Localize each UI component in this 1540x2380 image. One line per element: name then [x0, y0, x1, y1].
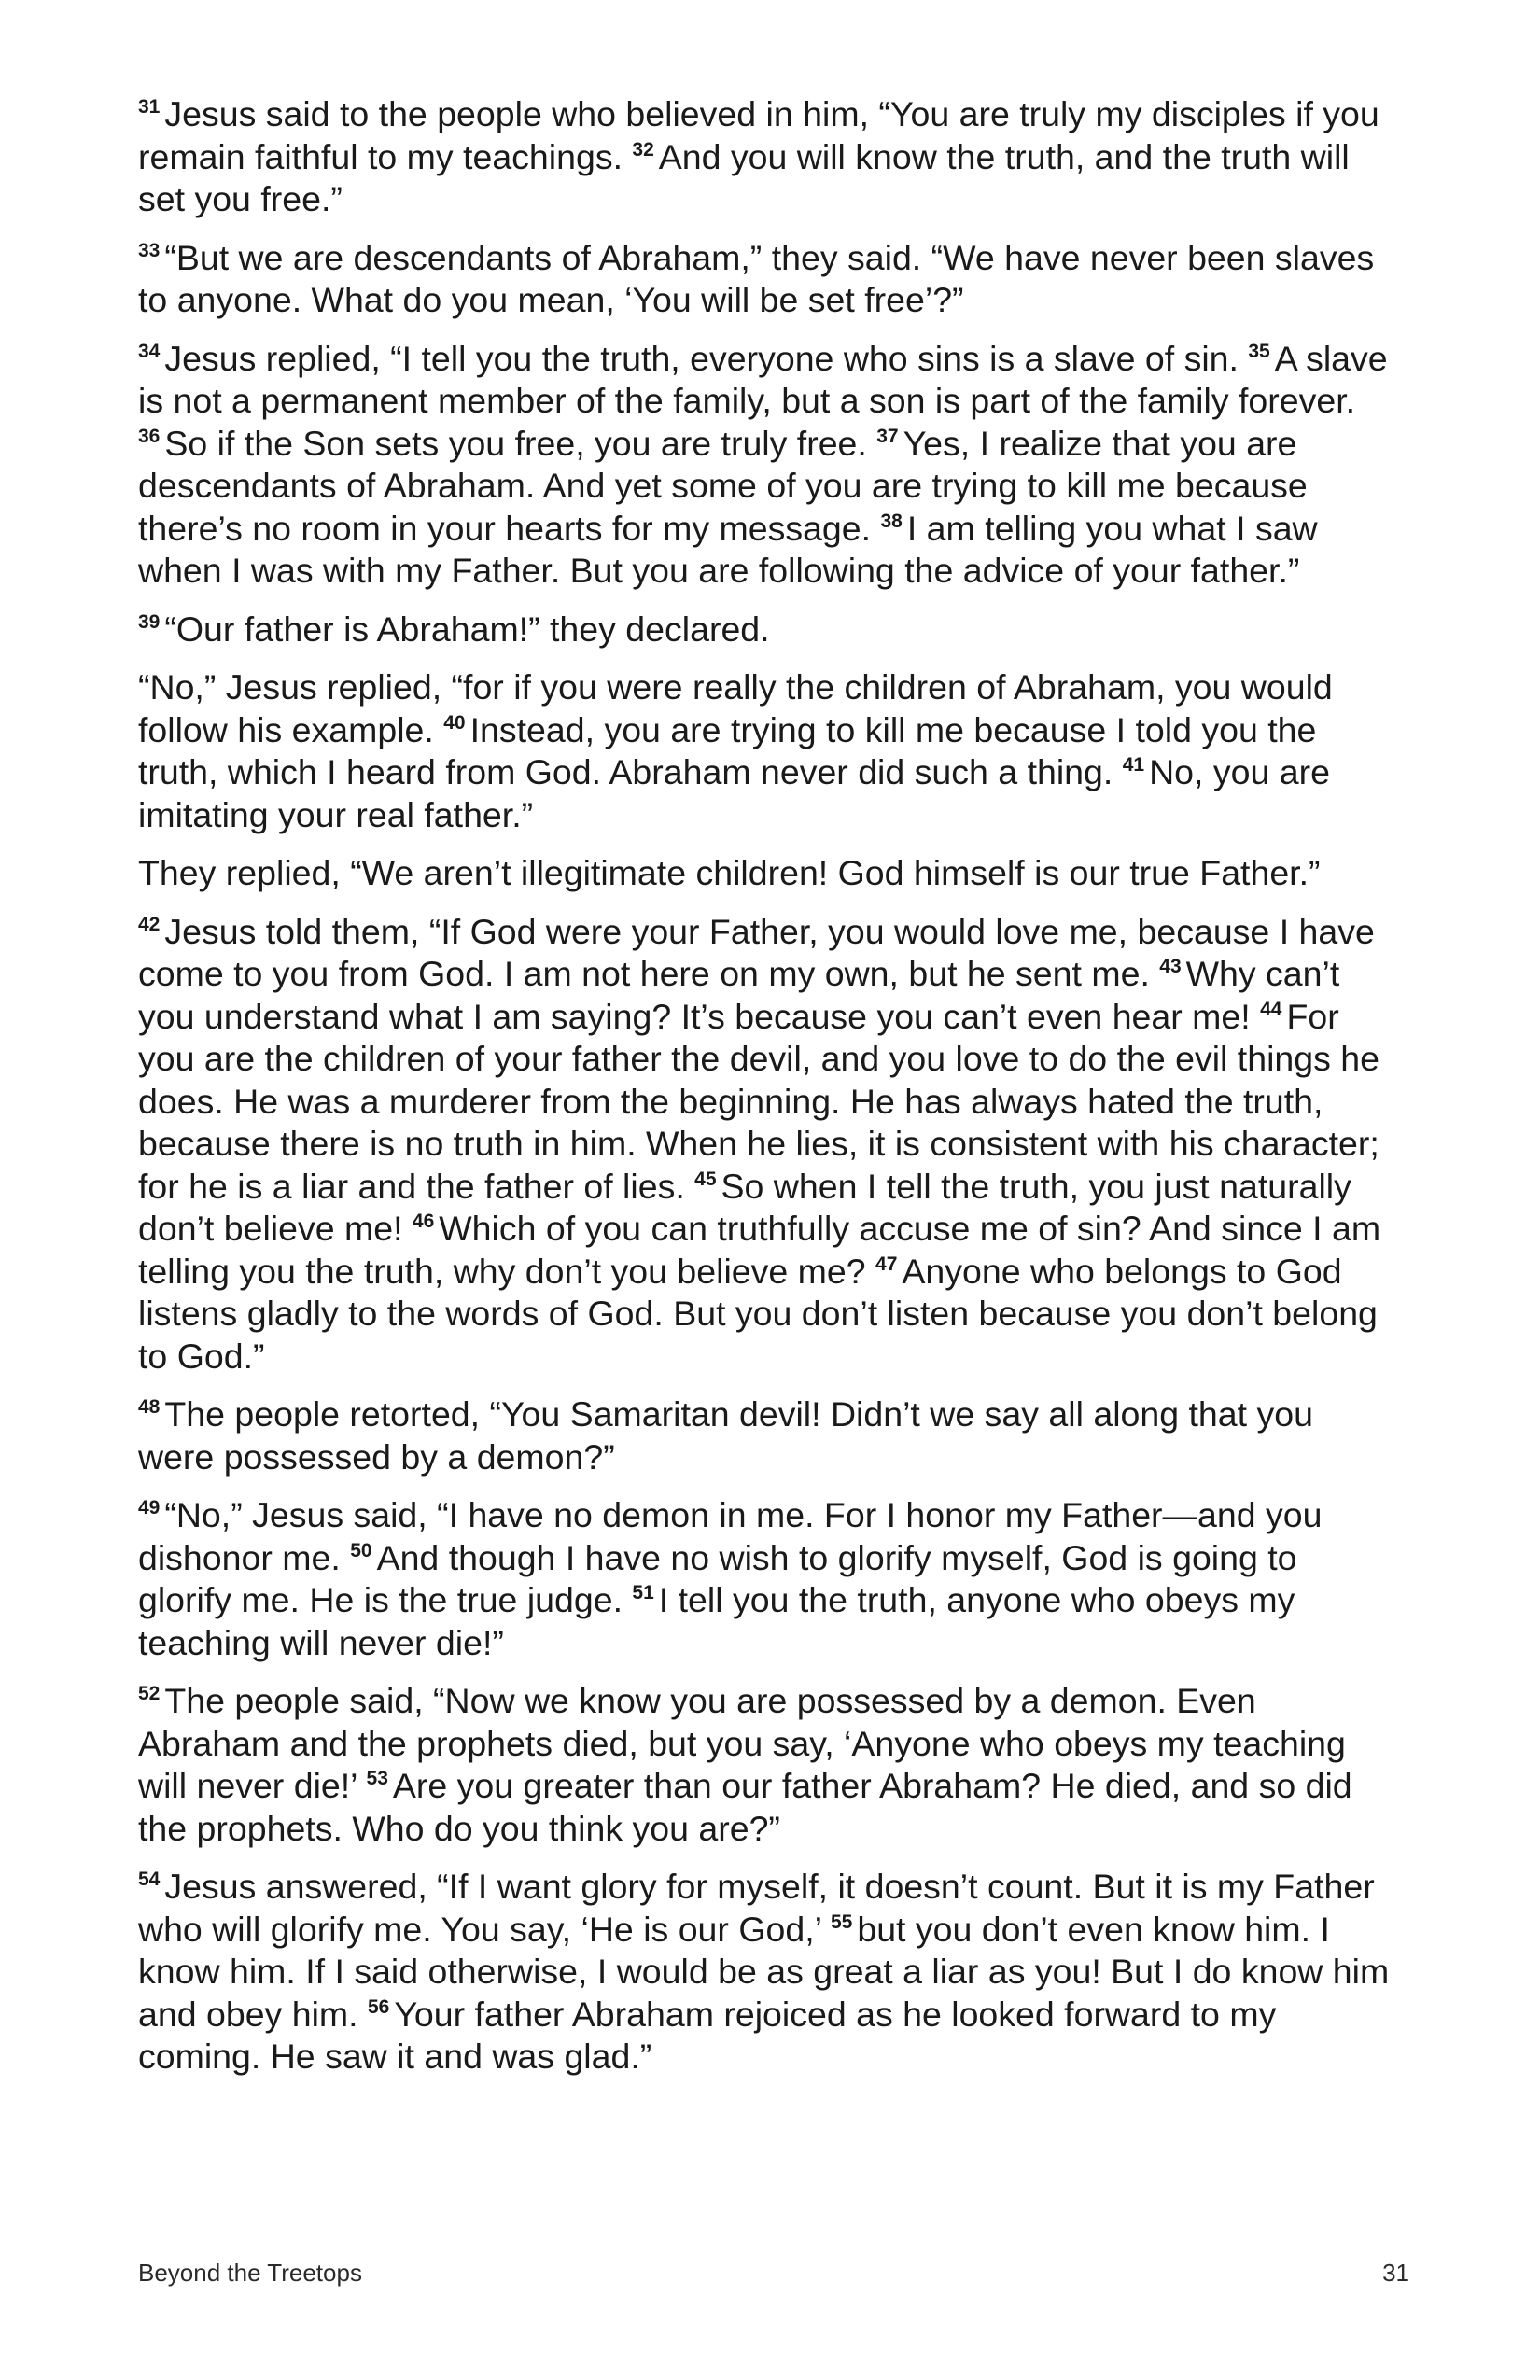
verse-text: A slave is not a permanent member of the family, but a son is part of the family forever.: [138, 338, 1388, 420]
verse-number: 31: [138, 96, 161, 118]
paragraph: [138, 237, 1398, 322]
verse-text: “No,” Jesus replied, “for if you were really the children of Abraham, you would follow his example.: [138, 667, 1333, 749]
verse-segment: [138, 238, 1374, 320]
verse-number: 46: [412, 1211, 435, 1232]
verse-number: 43: [1159, 956, 1182, 977]
paragraph: [138, 852, 1398, 895]
paragraph: [138, 1866, 1398, 2079]
verse-text: Are you greater than our father Abraham? He died, and so did the prophets. Who do you think you are?”: [138, 1766, 1352, 1848]
verse-text: I tell you the truth, anyone who obeys my teaching will never die!”: [138, 1580, 1295, 1662]
paragraph: [138, 338, 1398, 593]
verse-text: Why can’t you understand what I am saying? It’s because you can’t even hear me!: [138, 954, 1340, 1036]
verse-number: 50: [350, 1539, 372, 1561]
verse-number: 36: [138, 425, 161, 447]
verse-number: 56: [367, 1995, 390, 2018]
verse-text: Instead, you are trying to kill me because I told you the truth, which I heard from God. Abraham never did such a thing.: [138, 709, 1317, 791]
verse-number: 47: [875, 1253, 898, 1275]
verse-segment: [138, 853, 1321, 892]
footer-book-title: Beyond the Treetops: [138, 2259, 362, 2287]
paragraph: [138, 1680, 1398, 1850]
verse-text: And you will know the truth, and the truth will set you free.”: [138, 136, 1350, 218]
scripture-text-body: [138, 93, 1398, 2094]
verse-number: 37: [876, 425, 899, 447]
verse-text: Jesus told them, “If God were your Father, you would love me, because I have come to you from God. I am not here on my own, but he sent me.: [138, 911, 1375, 993]
paragraph: [138, 666, 1398, 836]
verse-text: So when I tell the truth, you just naturally don’t believe me!: [138, 1166, 1351, 1248]
page-number: 31: [1382, 2259, 1409, 2287]
verse-number: 45: [694, 1168, 717, 1190]
paragraph: [138, 609, 1398, 651]
verse-number: 48: [138, 1396, 161, 1418]
verse-text: So if the Son sets you free, you are truly free.: [164, 423, 877, 463]
verse-text: They replied, “We aren’t illegitimate children! God himself is our true Father.”: [138, 853, 1321, 892]
verse-number: 41: [1122, 754, 1145, 776]
verse-number: 38: [880, 510, 903, 532]
verse-number: 52: [138, 1683, 161, 1704]
page-footer: [138, 2259, 1409, 2296]
verse-text: For you are the children of your father the devil, and you love to do the evil things he does. He was a murderer from the beginning. He has always hated the truth, because there is no truth in him. When he lies, it is consistent with his character; for he is a liar and the father of lies.: [138, 996, 1380, 1206]
verse-number: 33: [138, 239, 161, 261]
verse-number: 44: [1260, 998, 1282, 1020]
verse-text: but you don’t even know him. I know him. If I said otherwise, I would be as great a liar as you! But I do know him and obey him.: [138, 1909, 1390, 2034]
paragraph: [138, 93, 1398, 221]
verse-number: 51: [632, 1582, 654, 1603]
verse-text: Jesus answered, “If I want glory for myself, it doesn’t count. But it is my Father who will glorify me. You say, ‘He is our God,’: [138, 1867, 1375, 1949]
verse-text: The people said, “Now we know you are possessed by a demon. Even Abraham and the prophets died, but you say, ‘Anyone who obeys my teaching will never die!’: [138, 1681, 1346, 1805]
verse-segment: [138, 339, 1248, 378]
verse-text: Anyone who belongs to God listens gladly to the words of God. But you don’t listen because you don’t belong to God.”: [138, 1251, 1378, 1376]
verse-segment: [138, 1394, 1313, 1477]
verse-text: “Our father is Abraham!” they declared.: [164, 609, 770, 649]
paragraph: [138, 911, 1398, 1379]
verse-number: 35: [1248, 340, 1270, 362]
verse-text: And though I have no wish to glorify myself, God is going to glorify me. He is the true judge.: [138, 1537, 1297, 1619]
verse-number: 32: [632, 138, 654, 161]
verse-text: Which of you can truthfully accuse me of sin? And since I am telling you the truth, why don’t you believe me?: [138, 1209, 1381, 1291]
verse-number: 49: [138, 1497, 161, 1519]
verse-number: 53: [366, 1768, 388, 1789]
verse-segment: [138, 609, 770, 649]
paragraph: [138, 1393, 1398, 1478]
verse-number: 55: [830, 1911, 853, 1933]
verse-text: The people retorted, “You Samaritan devil! Didn’t we say all along that you were possessed by a demon?”: [138, 1394, 1313, 1477]
verse-text: Jesus said to the people who believed in him, “You are truly my disciples if you remain faithful to my teachings.: [138, 94, 1379, 176]
verse-number: 42: [138, 913, 161, 935]
verse-text: Your father Abraham rejoiced as he looked forward to my coming. He saw it and was glad.”: [138, 1994, 1277, 2076]
verse-text: Jesus replied, “I tell you the truth, everyone who sins is a slave of sin.: [164, 338, 1249, 378]
verse-text: “No,” Jesus said, “I have no demon in me. For I honor my Father—and you dishonor me.: [138, 1495, 1323, 1577]
verse-text: Yes, I realize that you are descendants of Abraham. And yet some of you are trying to kill me because there’s no room in your hearts for my message.: [138, 423, 1308, 548]
verse-number: 54: [138, 1869, 161, 1890]
paragraph: [138, 1494, 1398, 1664]
verse-text: “But we are descendants of Abraham,” they said. “We have never been slaves to anyone. What do you mean, ‘You will be set free’?”: [138, 237, 1375, 319]
verse-number: 40: [443, 711, 466, 734]
verse-text: I am telling you what I saw when I was with my Father. But you are following the advice of your father.”: [138, 508, 1318, 590]
verse-text: No, you are imitating your real father.”: [138, 752, 1330, 834]
verse-number: 39: [138, 610, 161, 633]
verse-number: 34: [138, 340, 161, 362]
verse-segment: [138, 424, 876, 463]
